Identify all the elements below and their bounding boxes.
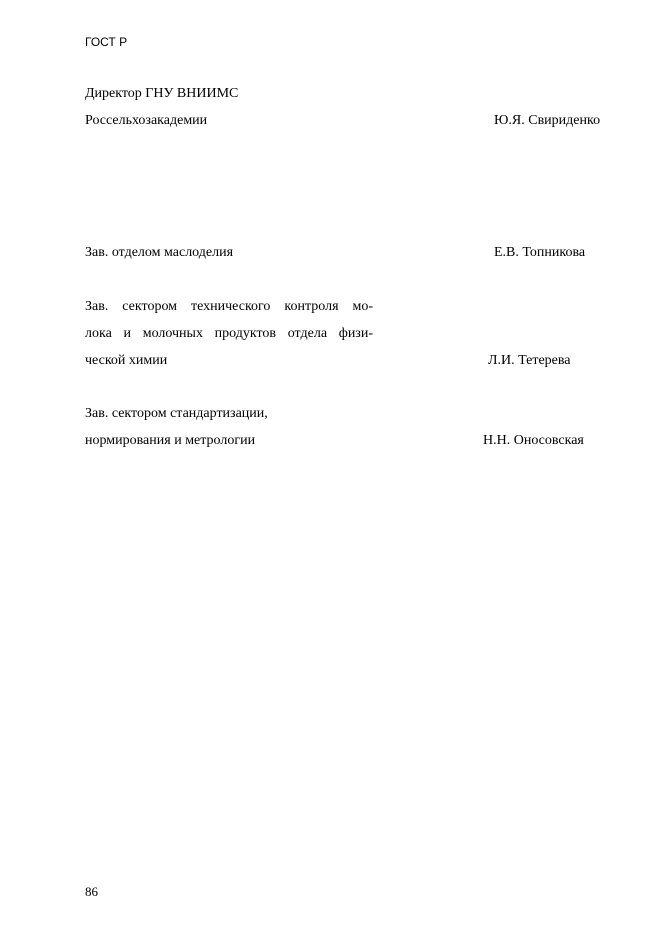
- page-number: 86: [85, 884, 98, 899]
- signatory-director-name: Ю.Я. Свириденко: [494, 113, 601, 128]
- signatory-tech-control-position-line-3: ческой химии: [85, 353, 168, 368]
- document-header-code: ГОСТ Р: [85, 35, 128, 49]
- signatory-butter-dept-position: Зав. отделом маслоделия: [85, 245, 234, 260]
- signatory-tech-control-position-line-1: Зав. сектором технического контроля мо-: [85, 299, 373, 314]
- signatory-standardization-position-line-1: Зав. сектором стандартизации,: [85, 406, 268, 421]
- signatory-tech-control-name: Л.И. Тетерева: [488, 353, 571, 368]
- signatory-tech-control-position-line-2: лока и молочных продуктов отдела физи-: [85, 326, 373, 341]
- signatory-director-position-line-1: Директор ГНУ ВНИИМС: [85, 86, 239, 101]
- signatory-standardization-name: Н.Н. Оносовская: [483, 433, 584, 448]
- signatory-standardization-position-line-2: нормирования и метрологии: [85, 433, 256, 448]
- signatory-director-position-line-2: Россельхозакадемии: [85, 113, 208, 128]
- signatory-butter-dept-name: Е.В. Топникова: [494, 245, 586, 260]
